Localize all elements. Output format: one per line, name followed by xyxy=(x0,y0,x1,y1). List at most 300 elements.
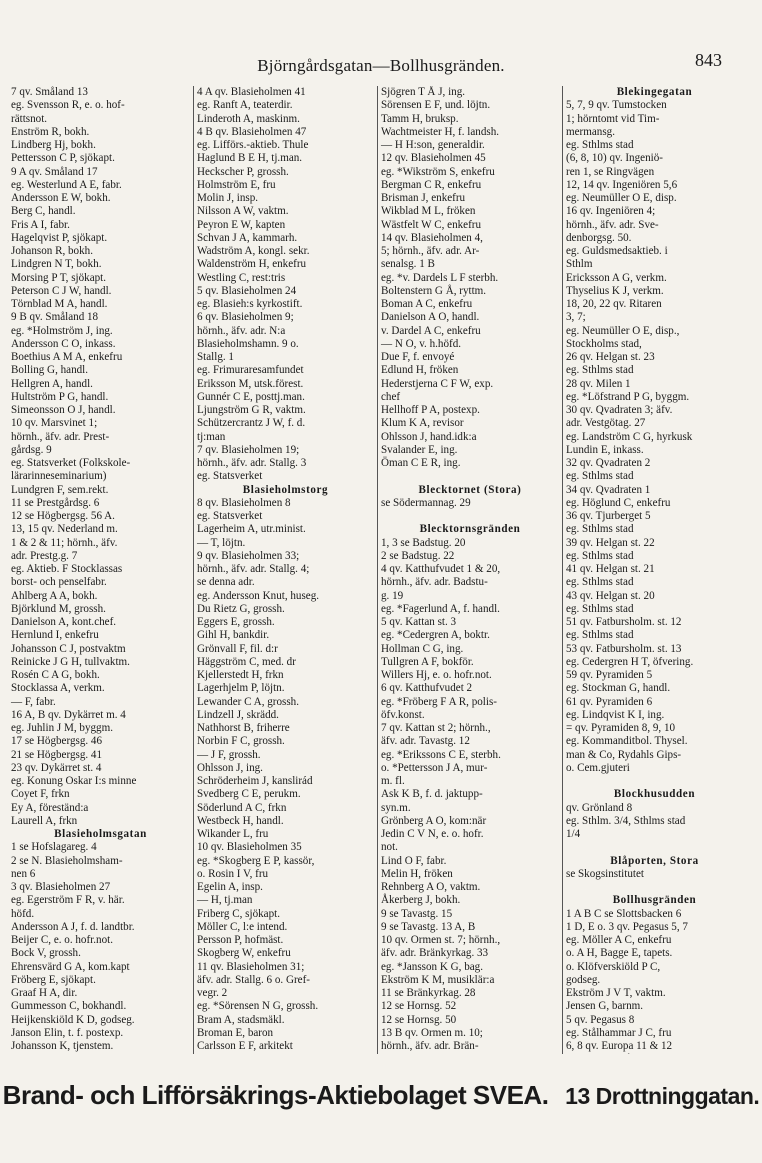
directory-line: m. fl. xyxy=(381,775,405,787)
column-3 xyxy=(377,86,562,1054)
directory-line: se Skogsinstitutet xyxy=(566,867,644,880)
directory-line: eg. Egerström F R, v. här. xyxy=(11,894,125,907)
directory-line: Lind O F, fabr. xyxy=(381,854,447,867)
page-number: 843 xyxy=(695,50,722,70)
directory-line: Lagerheim A, utr.minist. xyxy=(197,523,306,536)
directory-line: eg. Lindqvist K I, ing. xyxy=(566,708,665,721)
directory-line: o. Cem.gjuteri xyxy=(566,761,630,774)
directory-line: eg. Höglund C, enkefru xyxy=(566,496,671,509)
directory-line: hörnh., äfv. adr. Brän- xyxy=(381,1040,479,1052)
directory-line: eg. Westerlund A E, fabr. xyxy=(11,178,122,191)
directory-line: 9 qv. Blasieholmen 33; xyxy=(197,549,300,562)
directory-line: Rosén C A G, bokh. xyxy=(11,669,100,681)
directory-line: Bolling G, handl. xyxy=(11,364,89,377)
directory-line: Hagelqvist P, sjökapt. xyxy=(11,231,108,244)
directory-line: Ohlsson J, ing. xyxy=(197,761,263,774)
directory-line: godseg. xyxy=(566,973,601,986)
directory-line: eg. *Fagerlund A, f. handl. xyxy=(381,602,500,615)
directory-line: äfv. adr. Bränkyrkag. 33 xyxy=(381,947,489,960)
directory-line: eg. *Löfstrand P G, byggm. xyxy=(566,390,690,403)
directory-line: Hellhoff P A, postexp. xyxy=(381,404,480,416)
directory-line: vegr. 2 xyxy=(197,987,228,999)
directory-line: eg. *Fröberg F A R, polis- xyxy=(381,695,497,708)
directory-line: 13, 15 qv. Nederland m. xyxy=(11,523,118,536)
directory-line: o. A H, Bagge E, tapets. xyxy=(566,947,673,960)
directory-line: Morsing P T, sjökapt. xyxy=(11,271,107,284)
directory-line: — H H:son, generaldir. xyxy=(381,139,485,151)
directory-line: Wikblad M L, fröken xyxy=(381,205,476,218)
directory-line: 9 se Tavastg. 15 xyxy=(381,907,453,920)
directory-line: eg. *Holmström J, ing. xyxy=(11,324,113,337)
directory-line: Jensen G, barnm. xyxy=(566,1000,644,1013)
directory-line xyxy=(197,1053,374,1054)
street-heading: Blasieholmsgatan xyxy=(54,828,147,840)
directory-line: hörnh., äfv. adr. Badstu- xyxy=(381,576,488,589)
directory-line: Enström R, bokh. xyxy=(11,125,90,138)
directory-line: Janson Elin, t. f. postexp. xyxy=(11,1026,124,1039)
directory-line: Laurell A, frkn xyxy=(11,814,78,827)
directory-line: äfv. adr. Tavastg. 12 xyxy=(381,735,470,748)
directory-line: eg. Ranft A, teaterdir. xyxy=(197,99,293,112)
directory-line: Fröberg E, sjökapt. xyxy=(11,973,96,986)
directory-line: 12 se Högbergsg. 56 A. xyxy=(11,510,115,522)
directory-line: 11 qv. Blasieholmen 31; xyxy=(197,960,305,973)
directory-line: Heijkenskiöld K D, godseg. xyxy=(11,1013,135,1026)
directory-line: eg. *Erikssons C E, sterbh. xyxy=(381,748,501,761)
directory-line: 4 A qv. Blasieholmen 41 xyxy=(197,86,306,98)
directory-line: 4 qv. Katthufvudet 1 & 20, xyxy=(381,563,501,575)
directory-line: eg. Sthlms stad xyxy=(566,576,634,589)
directory-line: Ljungström G R, vaktm. xyxy=(197,404,306,416)
directory-line: v. Dardel A C, enkefru xyxy=(381,324,481,337)
directory-line: 21 se Högbergsg. 41 xyxy=(11,748,103,761)
advertisement-footer xyxy=(0,1080,762,1111)
directory-line: 12 se Hornsg. 52 xyxy=(381,1000,457,1013)
directory-line: Linderoth A, maskinm. xyxy=(197,112,300,125)
footer-address: 13 Drottninggatan. xyxy=(565,1083,760,1109)
directory-line: Coyet F, frkn xyxy=(11,788,70,801)
directory-line: 5 qv. Blasieholmen 24 xyxy=(197,284,297,297)
directory-line: Häggström C, med. dr xyxy=(197,655,296,668)
directory-line: eg. Juhlin J M, byggm. xyxy=(11,722,114,734)
directory-line: o. *Pettersson J A, mur- xyxy=(381,761,488,774)
directory-line: eg. Sthlms stad xyxy=(566,470,634,483)
directory-line: Wachtmeister H, f. landsh. xyxy=(381,125,500,138)
directory-line: Peterson C J W, handl. xyxy=(11,284,112,297)
directory-line: nen 6 xyxy=(11,867,36,880)
directory-line: 26 qv. Helgan st. 23 xyxy=(566,351,655,363)
directory-line: 2 se Badstug. 22 xyxy=(381,549,455,562)
directory-line: Åkerberg J, bokh. xyxy=(381,894,461,907)
directory-line: — H, tj.man xyxy=(197,894,253,907)
directory-line: Melin H, fröken xyxy=(381,867,453,880)
directory-line: Klum K A, revisor xyxy=(381,417,464,430)
directory-line: Stocklassa A, verkm. xyxy=(11,682,105,695)
directory-line: eg. Sthlm. 3/4, Sthlms stad xyxy=(566,814,686,827)
directory-line: Björklund M, grossh. xyxy=(11,602,106,615)
directory-line: 7 qv. Kattan st 2; hörnh., xyxy=(381,722,491,734)
directory-line: Ohlsson J, hand.idk:a xyxy=(381,430,477,443)
directory-line: 1 A B C se Slottsbacken 6 xyxy=(566,907,682,920)
directory-line: Ahlberg A A, bokh. xyxy=(11,589,98,602)
directory-line: 6 qv. Blasieholmen 9; xyxy=(197,311,294,324)
directory-line: 9 B qv. Småland 18 xyxy=(11,311,99,324)
directory-line: o. Klöfverskiöld P C, xyxy=(566,960,661,973)
directory-line: chef xyxy=(381,390,401,403)
directory-line xyxy=(381,470,559,483)
directory-line: eg. Sthlms stad xyxy=(566,523,634,536)
directory-line: eg. Kommanditbol. Thysel. xyxy=(566,735,688,748)
directory-line: 12, 14 qv. Ingeniören 5,6 xyxy=(566,178,678,191)
directory-line: Ekström K M, musiklär:a xyxy=(381,973,495,986)
directory-line xyxy=(11,1053,190,1054)
directory-line: — F, fabr. xyxy=(11,695,56,708)
directory-line: Egelin A, insp. xyxy=(197,881,263,893)
directory-line: Willers Hj, e. o. hofr.not. xyxy=(381,669,492,681)
directory-line: Lindberg Hj, bokh. xyxy=(11,139,96,151)
directory-line: eg. Andersson Knut, huseg. xyxy=(197,589,320,602)
directory-line: Fris A I, fabr. xyxy=(11,218,70,231)
column-4 xyxy=(562,86,746,1054)
directory-line: 16 qv. Ingeniören 4; xyxy=(566,205,656,218)
directory-line: Lewander C A, grossh. xyxy=(197,695,299,708)
directory-line: eg. Stockman G, handl. xyxy=(566,682,671,695)
directory-line: not. xyxy=(381,841,398,854)
directory-line: Hernlund I, enkefru xyxy=(11,629,99,642)
directory-line: 53 qv. Fatbursholm. st. 13 xyxy=(566,642,682,655)
directory-line: rättsnot. xyxy=(11,112,48,125)
directory-line: hörnh., äfv. adr. Stallg. 3 xyxy=(197,457,307,469)
directory-line: 9 se Tavastg. 13 A, B xyxy=(381,920,476,933)
directory-line: Johanson R, bokh. xyxy=(11,245,93,257)
directory-line: äfv. adr. Stallg. 6 o. Gref- xyxy=(197,973,310,986)
directory-line: eg. *Wikström S, enkefru xyxy=(381,165,495,178)
directory-line: Tullgren A F, bokför. xyxy=(381,655,474,668)
directory-line: Du Rietz G, grossh. xyxy=(197,602,285,615)
directory-line: Boethius A M A, enkefru xyxy=(11,351,123,363)
directory-line: Eggers E, grossh. xyxy=(197,616,275,628)
column-2 xyxy=(193,86,377,1054)
directory-line: 3 qv. Blasieholmen 27 xyxy=(11,881,111,893)
directory-line: 10 qv. Ormen st. 7; hörnh., xyxy=(381,934,501,946)
directory-line: eg. Sthlms stad xyxy=(566,602,634,615)
directory-line: Wikander L, fru xyxy=(197,828,269,840)
directory-line xyxy=(566,1053,743,1054)
directory-line: Törnblad M A, handl. xyxy=(11,298,108,310)
directory-line: öfv.konst. xyxy=(381,708,425,721)
directory-line: 10 qv. Marsvinet 1; xyxy=(11,417,98,430)
directory-line: Gummesson C, bokhandl. xyxy=(11,1000,127,1013)
directory-line: Bergman C R, enkefru xyxy=(381,178,482,191)
directory-line: 6, 8 qv. Europa 11 & 12 xyxy=(566,1040,673,1052)
directory-line: Wadström A, kongl. sekr. xyxy=(197,245,310,257)
street-heading: Blasieholmstorg xyxy=(242,483,329,496)
directory-line: eg. Guldsmedsaktieb. i xyxy=(566,245,668,257)
directory-line: Boman A C, enkefru xyxy=(381,298,473,310)
directory-line xyxy=(566,881,743,894)
directory-line: Westbeck H, handl. xyxy=(197,814,284,827)
directory-line: eg. Cedergren H T, öfvering. xyxy=(566,655,694,668)
directory-line: eg. Sthlms stad xyxy=(566,549,634,562)
directory-line: eg. Landström C G, hyrkusk xyxy=(566,430,693,443)
directory-line: man & Co, Rydahls Gips- xyxy=(566,748,682,761)
directory-line: Johansson K, tjenstem. xyxy=(11,1040,114,1052)
directory-line: 34 qv. Qvadraten 1 xyxy=(566,483,651,496)
directory-line: 12 qv. Blasieholmen 45 xyxy=(381,152,486,165)
directory-line: 32 qv. Qvadraten 2 xyxy=(566,457,651,469)
directory-line: Rehnberg A O, vaktm. xyxy=(381,881,481,893)
directory-line: 39 qv. Helgan st. 22 xyxy=(566,536,655,549)
directory-line: 4 B qv. Blasieholmen 47 xyxy=(197,125,307,138)
directory-line: syn.m. xyxy=(381,801,411,814)
directory-line: eg. Möller A C, enkefru xyxy=(566,934,672,946)
directory-line: Broman E, baron xyxy=(197,1026,274,1039)
directory-line: 10 qv. Blasieholmen 35 xyxy=(197,841,302,854)
directory-line: 7 qv. Blasieholmen 19; xyxy=(197,443,300,456)
directory-line: mermansg. xyxy=(566,125,615,138)
directory-line: Hollman C G, ing. xyxy=(381,642,464,655)
directory-line: 61 qv. Pyramiden 6 xyxy=(566,695,653,708)
directory-line: eg. Neumüller O E, disp. xyxy=(566,192,677,204)
directory-line: Möller C, l:e intend. xyxy=(197,920,288,933)
directory-line: Holmström E, fru xyxy=(197,178,276,191)
directory-line: Tamm H, bruksp. xyxy=(381,112,459,125)
directory-line: Schützercrantz J W, f. d. xyxy=(197,417,306,430)
directory-line: 41 qv. Helgan st. 21 xyxy=(566,563,655,575)
directory-line: Due F, f. envoyé xyxy=(381,351,455,363)
directory-line: 5; hörnh., äfv. adr. Ar- xyxy=(381,245,480,257)
directory-line: Lindzell J, skrädd. xyxy=(197,708,279,721)
directory-line: Nathhorst B, friherre xyxy=(197,722,290,734)
directory-line: 18, 20, 22 qv. Ritaren xyxy=(566,298,662,310)
directory-line: 2 se N. Blasieholmsham- xyxy=(11,854,123,867)
directory-line: eg. Svensson R, e. o. hof- xyxy=(11,99,125,112)
directory-line: eg. Statsverket xyxy=(197,510,263,522)
column-1 xyxy=(8,86,193,1054)
directory-line: eg. Sthlms stad xyxy=(566,364,634,377)
directory-line: Danielson A, kont.chef. xyxy=(11,616,117,628)
directory-line: 51 qv. Fatbursholm. st. 12 xyxy=(566,616,682,628)
directory-line: Beijer C, e. o. hofr.not. xyxy=(11,934,113,946)
directory-line: eg. *Skogberg E P, kassör, xyxy=(197,854,315,867)
directory-line: denborgsg. 50. xyxy=(566,231,632,244)
directory-line: gårdsg. 9 xyxy=(11,443,52,456)
directory-line: Skogberg W, enkefru xyxy=(197,947,291,960)
directory-line: eg. Lifförs.-aktieb. Thule xyxy=(197,139,309,151)
directory-line: Hederstjerna C F W, exp. xyxy=(381,377,494,390)
directory-line: 12 se Hornsg. 50 xyxy=(381,1013,457,1026)
directory-line: Wästfelt W C, enkefru xyxy=(381,218,482,231)
directory-line: 28 qv. Milen 1 xyxy=(566,377,631,390)
directory-line: 1, 3 se Badstug. 20 xyxy=(381,536,466,549)
directory-line: Westling C, rest:tris xyxy=(197,271,286,284)
directory-line: 1 se Hofslagareg. 4 xyxy=(11,841,97,854)
directory-line: eg. Stålhammar J C, fru xyxy=(566,1026,672,1039)
directory-line: borst- och penselfabr. xyxy=(11,576,107,589)
directory-line: Hultström P G, handl. xyxy=(11,390,109,403)
directory-line: 30 qv. Qvadraten 3; äfv. xyxy=(566,404,673,416)
directory-line: 11 se Bränkyrkag. 28 xyxy=(381,987,476,999)
directory-line: eg. *Jansson K G, bag. xyxy=(381,960,483,973)
directory-line: 14 qv. Blasieholmen 4, xyxy=(381,231,483,244)
directory-line: 1 D, E o. 3 qv. Pegasus 5, 7 xyxy=(566,920,688,933)
directory-line: Nilsson A W, vaktm. xyxy=(197,205,289,218)
directory-line: Hellgren A, handl. xyxy=(11,377,93,390)
directory-line: Graaf H A, dir. xyxy=(11,987,78,999)
directory-line: eg. Sthlms stad xyxy=(566,139,634,151)
directory-line: eg. Sthlms stad xyxy=(566,629,634,642)
directory-line: Persson P, hofmäst. xyxy=(197,934,284,946)
directory-line: eg. *Cedergren A, boktr. xyxy=(381,629,490,642)
directory-line: Bock V, grossh. xyxy=(11,947,81,960)
directory-line: Jedin C V N, e. o. hofr. xyxy=(381,828,484,840)
directory-line: eg. Blasieh:s kyrkostift. xyxy=(197,298,303,310)
directory-line: — T, löjtn. xyxy=(197,536,246,549)
street-heading: Blockhusudden xyxy=(613,788,696,801)
directory-line: qv. Grönland 8 xyxy=(566,801,633,814)
directory-line: Heckscher P, grossh. xyxy=(197,165,289,178)
directory-line: se denna adr. xyxy=(197,576,255,589)
directory-line: 3, 7; xyxy=(566,311,586,324)
directory-line: hörnh., äfv. adr. N:a xyxy=(197,324,286,337)
directory-line: eg. Neumüller O E, disp., xyxy=(566,324,680,337)
directory-line: 1 & 2 & 11; hörnh., äfv. xyxy=(11,536,118,549)
directory-line: Stallg. 1 xyxy=(197,351,234,363)
directory-line: 5 qv. Kattan st. 3 xyxy=(381,616,457,628)
footer-company: Brand- och Lifförsäkrings-Aktiebolaget SVEA. xyxy=(2,1080,549,1110)
directory-line: Johansson C J, postvaktm xyxy=(11,642,126,655)
directory-line: Edlund H, fröken xyxy=(381,364,459,377)
directory-line: Norbin F C, grossh. xyxy=(197,735,285,748)
directory-line: 43 qv. Helgan st. 20 xyxy=(566,589,655,602)
directory-line: Boltenstern G Å, ryttm. xyxy=(381,284,487,297)
directory-line: 1/4 xyxy=(566,828,581,840)
directory-line: se Södermannag. 29 xyxy=(381,496,471,509)
street-heading: Blecktornet (Stora) xyxy=(418,483,522,496)
directory-line: 11 se Prestgårdsg. 6 xyxy=(11,496,100,509)
directory-line: 13 B qv. Ormen m. 10; xyxy=(381,1026,483,1039)
directory-line: eg. *Sörensen N G, grossh. xyxy=(197,1000,319,1013)
directory-line: Andersson E W, bokh. xyxy=(11,192,111,204)
street-heading: Blecktornsgränden xyxy=(419,523,521,536)
directory-line: Haglund B E H, tj.man. xyxy=(197,152,303,165)
directory-line: Grönberg A O, kom:när xyxy=(381,814,487,827)
directory-line: Sjögren T Å J, ing. xyxy=(381,86,466,98)
directory-line: Danielson A O, handl. xyxy=(381,311,480,324)
directory-line: Gihl H, bankdir. xyxy=(197,629,270,642)
directory-line: tj:man xyxy=(197,430,226,443)
directory-line: adr. Prestg.g. 7 xyxy=(11,549,78,562)
directory-line: Blasieholmshamn. 9 o. xyxy=(197,337,299,350)
directory-line: eg. Konung Oskar I:s minne xyxy=(11,775,137,787)
directory-line: Öman C E R, ing. xyxy=(381,457,461,469)
directory-line: = qv. Pyramiden 8, 9, 10 xyxy=(566,722,676,734)
directory-line: Svedberg C E, perukm. xyxy=(197,788,301,801)
directory-line: 6 qv. Katthufvudet 2 xyxy=(381,682,473,695)
page-header xyxy=(0,50,762,80)
directory-line: Andersson C O, inkass. xyxy=(11,337,116,350)
directory-line: eg. *v. Dardels L F sterbh. xyxy=(381,271,499,284)
directory-line: 16 A, B qv. Dykärret m. 4 xyxy=(11,708,126,721)
directory-line: 7 qv. Småland 13 xyxy=(11,86,88,98)
directory-line: 5, 7, 9 qv. Tumstocken xyxy=(566,99,667,112)
directory-line: Eriksson M, utsk.förest. xyxy=(197,377,304,390)
directory-line: Waldenström H, enkefru xyxy=(197,258,307,271)
directory-line: Ask K B, f. d. jaktupp- xyxy=(381,788,483,801)
directory-line: Ehrensvärd G A, kom.kapt xyxy=(11,960,130,973)
directory-line: Molin J, insp. xyxy=(197,192,259,204)
directory-line: 36 qv. Tjurberget 5 xyxy=(566,510,651,522)
directory-line: senalsg. 1 B xyxy=(381,258,435,271)
directory-line: Gunnér C E, posttj.man. xyxy=(197,390,305,403)
directory-line: 23 qv. Dykärret st. 4 xyxy=(11,761,102,774)
directory-line: Ey A, föreständ:a xyxy=(11,801,89,814)
directory-line: Sörensen E F, und. löjtn. xyxy=(381,99,491,112)
directory-line: (6, 8, 10) qv. Ingeniö- xyxy=(566,152,663,165)
directory-line xyxy=(566,775,743,788)
directory-columns xyxy=(8,86,746,1054)
directory-line: 17 se Högbergsg. 46 xyxy=(11,735,103,748)
directory-line: Bram A, stadsmäkl. xyxy=(197,1013,285,1026)
directory-line: Svalander E, ing. xyxy=(381,443,458,456)
page-title: Björngårdsgatan—Bollhusgränden. xyxy=(257,56,505,75)
directory-line: Lindgren N T, bokh. xyxy=(11,258,102,271)
directory-line: höfd. xyxy=(11,907,35,920)
directory-line: eg. Frimuraresamfundet xyxy=(197,364,304,377)
directory-line: Reinicke J G H, tullvaktm. xyxy=(11,655,130,668)
directory-line: hörnh., äfv. adr. Stallg. 4; xyxy=(197,563,310,575)
directory-line: eg. Statsverket (Folkskole- xyxy=(11,457,131,469)
directory-line: Lundgren F, sem.rekt. xyxy=(11,483,109,496)
directory-line: Ekström J V T, vaktm. xyxy=(566,987,666,999)
directory-line: ren 1, se Ringvägen xyxy=(566,165,655,178)
directory-line: Carlsson E F, arkitekt xyxy=(197,1040,293,1052)
directory-line: Andersson A J, f. d. landtbr. xyxy=(11,920,135,933)
directory-line: Brisman J, enkefru xyxy=(381,192,466,204)
directory-line: o. Rosin I V, fru xyxy=(197,867,269,880)
directory-line: Kjellerstedt H, frkn xyxy=(197,669,284,681)
directory-line xyxy=(381,510,559,523)
directory-line: Thyselius K J, verkm. xyxy=(566,284,664,297)
directory-line: 1; hörntomt vid Tim- xyxy=(566,112,660,125)
directory-line: Peyron E W, kapten xyxy=(197,218,286,231)
directory-line: Lagerhjelm P, löjtn. xyxy=(197,682,285,695)
directory-line: Friberg C, sjökapt. xyxy=(197,907,280,920)
directory-line: Ericksson A G, verkm. xyxy=(566,271,667,284)
directory-line: 9 A qv. Småland 17 xyxy=(11,165,98,178)
directory-line: Pettersson C P, sjökapt. xyxy=(11,152,115,165)
directory-line: 5 qv. Pegasus 8 xyxy=(566,1013,635,1026)
directory-line: eg. Statsverket xyxy=(197,470,263,483)
directory-line: hörnh., äfv. adr. Prest- xyxy=(11,430,110,443)
directory-line: Söderlund A C, frkn xyxy=(197,801,287,814)
directory-line xyxy=(566,841,743,854)
directory-line: adr. Vestgötag. 27 xyxy=(566,417,646,430)
street-heading: Blåporten, Stora xyxy=(610,854,699,867)
directory-line: 59 qv. Pyramiden 5 xyxy=(566,669,653,681)
directory-line: hörnh., äfv. adr. Sve- xyxy=(566,218,659,231)
directory-line: g. 19 xyxy=(381,589,404,602)
street-heading: Blekingegatan xyxy=(616,86,693,98)
street-heading: Bollhusgränden xyxy=(612,894,697,907)
directory-line: Sthlm xyxy=(566,258,593,271)
directory-line: Stockholms stad, xyxy=(566,337,642,350)
directory-line: Simeonsson O J, handl. xyxy=(11,404,116,416)
directory-line: 8 qv. Blasieholmen 8 xyxy=(197,496,291,509)
directory-line: Berg C, handl. xyxy=(11,205,76,218)
directory-line: Lundin E, inkass. xyxy=(566,443,644,456)
directory-line: lärarinneseminarium) xyxy=(11,470,107,483)
